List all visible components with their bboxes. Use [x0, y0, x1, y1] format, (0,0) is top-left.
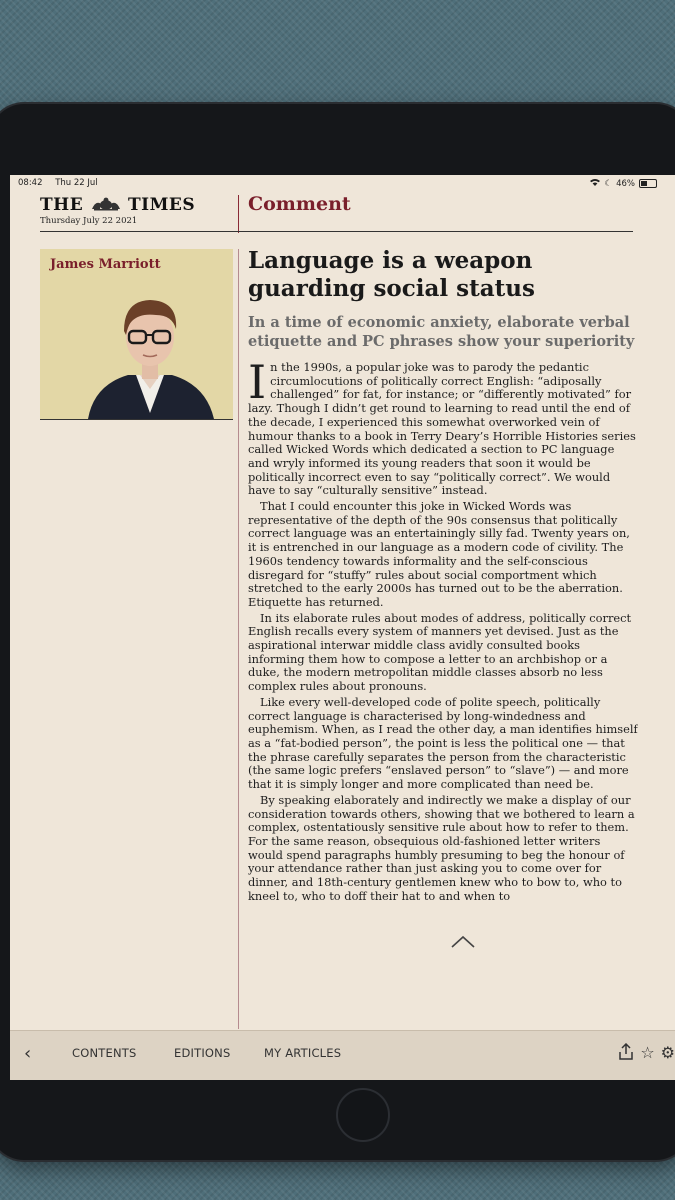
- gear-icon[interactable]: ⚙: [660, 1043, 675, 1062]
- nav-editions[interactable]: EDITIONS: [174, 1046, 231, 1060]
- status-time: 08:42: [18, 178, 43, 188]
- share-icon[interactable]: [618, 1043, 634, 1064]
- nav-contents[interactable]: CONTENTS: [72, 1046, 137, 1060]
- author-name: James Marriott: [50, 257, 161, 272]
- article-paragraph: In its elaborate rules about modes of address, politically correct English recalls every system of manners yet devised. Just as the aspirational interwar middle class avidly consulted books informing them how to compose a letter to an archbishop or a duke, the modern metropolitan middle classes absorb no less complex rules about pronouns.: [248, 610, 632, 694]
- logo-times: TIMES: [128, 195, 196, 215]
- section-title[interactable]: Comment: [248, 193, 351, 215]
- article-body[interactable]: [248, 361, 638, 946]
- article: [248, 247, 638, 946]
- article-standfirst: In a time of economic anxiety, elaborate verbal etiquette and PC phrases show your superiority: [248, 314, 635, 350]
- masthead[interactable]: [40, 195, 240, 226]
- nav-my-articles[interactable]: MY ARTICLES: [264, 1046, 342, 1060]
- article-paragraph: That I could encounter this joke in Wicked Words was representative of the depth of the 90s consensus that politically correct language was an entertainingly silly fad. Twenty years on, it is entrenched in our language as a modern code of civility. The 1960s tendency towards informality and the self-conscious disregard for “stuffy” rules about social comportment which stretched to the early 2000s has turned out to be the aberration. Etiquette has returned.: [248, 499, 630, 609]
- screen: [10, 175, 675, 1080]
- article-headline: Language is a weapon guarding social status: [248, 247, 535, 302]
- header-rule: [40, 231, 633, 232]
- crest-icon: [90, 196, 122, 210]
- wifi-icon: [590, 178, 600, 189]
- back-chevron-icon[interactable]: ‹: [24, 1043, 32, 1064]
- battery-percent: 46%: [616, 178, 635, 189]
- author-card[interactable]: [40, 249, 233, 420]
- column-divider: [238, 249, 239, 1029]
- battery-icon: [639, 179, 657, 188]
- section-divider: [238, 195, 239, 233]
- article-paragraph: [248, 361, 638, 498]
- times-logo: [40, 195, 240, 215]
- drop-cap: I: [248, 361, 267, 409]
- author-photo: [80, 289, 220, 419]
- home-button[interactable]: [336, 1088, 390, 1142]
- bottom-toolbar: [10, 1030, 675, 1080]
- paragraph-text: n the 1990s, a popular joke was to parody the pedantic circumlocutions of politically correct English: “adiposally challenged” for fat, for instance; or “differently motivated” for lazy. Though I didn’t get round to learning to read until the end of the decade, I experienced this somewhat overworked vein of humour thanks to a book in Terry Deary’s Horrible Histories series called Wicked Words which dedicated a section to PC language and wryly informed its young readers that soon it would be politically incorrect even to say “politically correct”. We would have to say “culturally sensitive” instead.: [248, 361, 636, 498]
- logo-the: THE: [40, 195, 84, 215]
- status-date: Thu 22 Jul: [55, 178, 98, 188]
- status-bar: [10, 175, 675, 191]
- edition-date: Thursday July 22 2021: [40, 216, 138, 226]
- chevron-up-icon[interactable]: [450, 935, 476, 949]
- article-paragraph: By speaking elaborately and indirectly we make a display of our consideration towards others, showing that we bothered to learn a complex, ostentatiously sensitive rule about how to refer to them. For the same reason, obsequious old-fashioned letter writers would spend paragraphs humbly presuming to beg the honour of your attendance rather than just asking you to come over for dinner, and 18th-century gentlemen knew who to bow to, who to kneel to, who to doff their hat to and when to: [248, 792, 635, 903]
- moon-icon: ☾: [604, 178, 613, 189]
- article-paragraph: Like every well-developed code of polite speech, politically correct language is characterised by long-windedness and euphemism. When, as I read the other day, a man identifies himself as a “fat-bodied person”, the point is less the political one — that the phrase carefully separates the person from the characteristic (the same logic prefers “enslaved person” to “slave”) — and more that it is simply longer and more complicated than need be.: [248, 694, 638, 792]
- text-fade: [248, 908, 638, 946]
- star-icon[interactable]: ☆: [640, 1043, 655, 1062]
